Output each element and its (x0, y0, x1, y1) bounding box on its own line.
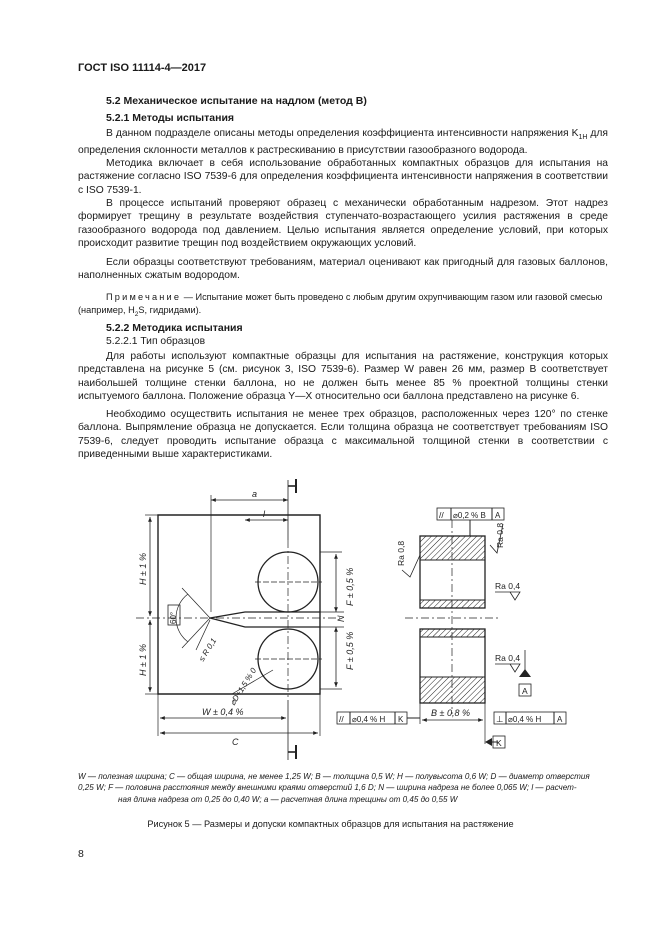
paragraph: Методика включает в себя использование обработанных компактных образцов для испытания на растяжение согласно ISO 7539-6 для определения коэффициента интенсивности напряжения в соответствии с ISO 7539-1. (78, 158, 608, 196)
paragraph: Если образцы соответствуют требованиям, материал оценивают как пригодный для газовых баллонов, наполненных сжатым водородом. (78, 257, 608, 282)
page-number: 8 (78, 848, 84, 860)
label-a: a (252, 489, 258, 499)
tol-bl-sym: // (339, 714, 344, 724)
label-angle: 60° (169, 611, 178, 624)
figure-5-drawing (0, 470, 661, 770)
figure-caption: Рисунок 5 — Размеры и допуски компактных образцов для испытания на растяжение (147, 819, 514, 829)
label-w: W ± 0,4 % (202, 707, 244, 717)
label-n: N (336, 615, 346, 622)
paragraph: Для работы используют компактные образцы для испытания на растяжение, конструкция которых представлена на рисунке 5 (см. рисунок 3, ISO 7539-6). Размер W равен 26 мм, размер B соответствует наибольшей толщине стенки баллона, но не должен быть менее 85 % проектной толщины стенки испытуемого баллона. Положение образца Y—X относительно оси баллона представлено на рисунке 6. (78, 351, 608, 403)
subsection-title-procedure: 5.2.2 Методика испытания (106, 322, 243, 334)
note-label: Примечание (106, 292, 182, 302)
section-title: 5.2 Механическое испытание на надлом (метод В) (106, 95, 367, 107)
label-ra-mid1: Ra 0,4 (495, 581, 521, 591)
datum-k: K (496, 738, 502, 748)
label-l: l (263, 509, 265, 519)
label-ra-mid2: Ra 0,4 (495, 653, 521, 663)
subsubsection-title: 5.2.2.1 Тип образцов (106, 336, 206, 347)
tol-top-val: ⌀0,2 % B (453, 511, 486, 520)
label-h-lower: H ± 1 % (138, 644, 148, 676)
label-b: B ± 0,8 % (431, 708, 470, 718)
tol-br-datum: A (557, 715, 563, 724)
label-h-upper: H ± 1 % (138, 553, 148, 585)
paragraph: В процессе испытаний проверяют образец с механически обработанным надрезом. Этот надрез формирует трещину в результате воздействия ступенчато-возрастающего усилия растяжения в среде газообразного водорода под давлением. Целью испытания является определение условий, при которых происходит развитие трещин под воздействием окружающих условий. (78, 198, 608, 250)
tol-top-datum: A (495, 511, 501, 520)
label-diameter: ⌀D+1,5 % 0 (228, 666, 259, 708)
legend-line: W — полезная ширина; C — общая ширина, не менее 1,25 W; B — толщина 0,5 W; H — полувысота 0,6 W; D — диаметр отверстия (78, 772, 590, 781)
subsection-title-methods: 5.2.1 Методы испытания (106, 112, 235, 124)
tol-top-sym: // (439, 510, 444, 520)
label-ra-left: Ra 0,8 (396, 540, 406, 566)
paragraph: Необходимо осуществить испытания не менее трех образцов, расположенных через 120° по стенке баллона. Выпрямление образца не допускается. Если толщина образца не соответствует требованиям ISO 7539-6, следует проводить испытание образца с максимальной толщиной стенки в соответствии с приведенными выше характеристиками. (78, 409, 608, 461)
tol-bl-val: ⌀0,4 % H (352, 715, 386, 724)
legend-line: ная длина надреза от 0,25 до 0,40 W; a — расчетная длина трещины от 0,45 до 0,55 W (118, 794, 458, 804)
label-f-lower: F ± 0,5 % (345, 631, 355, 670)
label-ra-right: Ra 0,8 (495, 522, 505, 548)
legend-line: 0,25 W; F — половина расстояния между внешними краями отверстий 1,6 D; N — ширина надреза не более 0,065 W; l — расчет- (78, 783, 577, 793)
paragraph: В данном подразделе описаны методы определения коэффициента интенсивности напряжения $K_{1H}$ для определения склонности металлов к растрескиванию в присутствии газообразного водорода. (78, 128, 609, 157)
tol-bl-datum: K (398, 715, 404, 724)
document-header: ГОСТ ISO 11114-4—2017 (78, 62, 207, 74)
figure-legend (78, 771, 610, 805)
label-c: C (232, 737, 239, 747)
datum-a: A (522, 686, 528, 696)
notch (210, 612, 320, 627)
note: Примечание — Испытание может быть проведено с любым другим охрупчивающим газом или газовой смесью (например, $H_2S$, гидридами). (78, 292, 603, 318)
tol-br-val: ⌀0,4 % H (508, 715, 542, 724)
specimen-outline (158, 515, 320, 694)
tol-br-sym: ⊥ (496, 714, 504, 724)
label-f-upper: F ± 0,5 % (345, 567, 355, 606)
label-radius: ≤ R 0,1 (197, 636, 219, 664)
